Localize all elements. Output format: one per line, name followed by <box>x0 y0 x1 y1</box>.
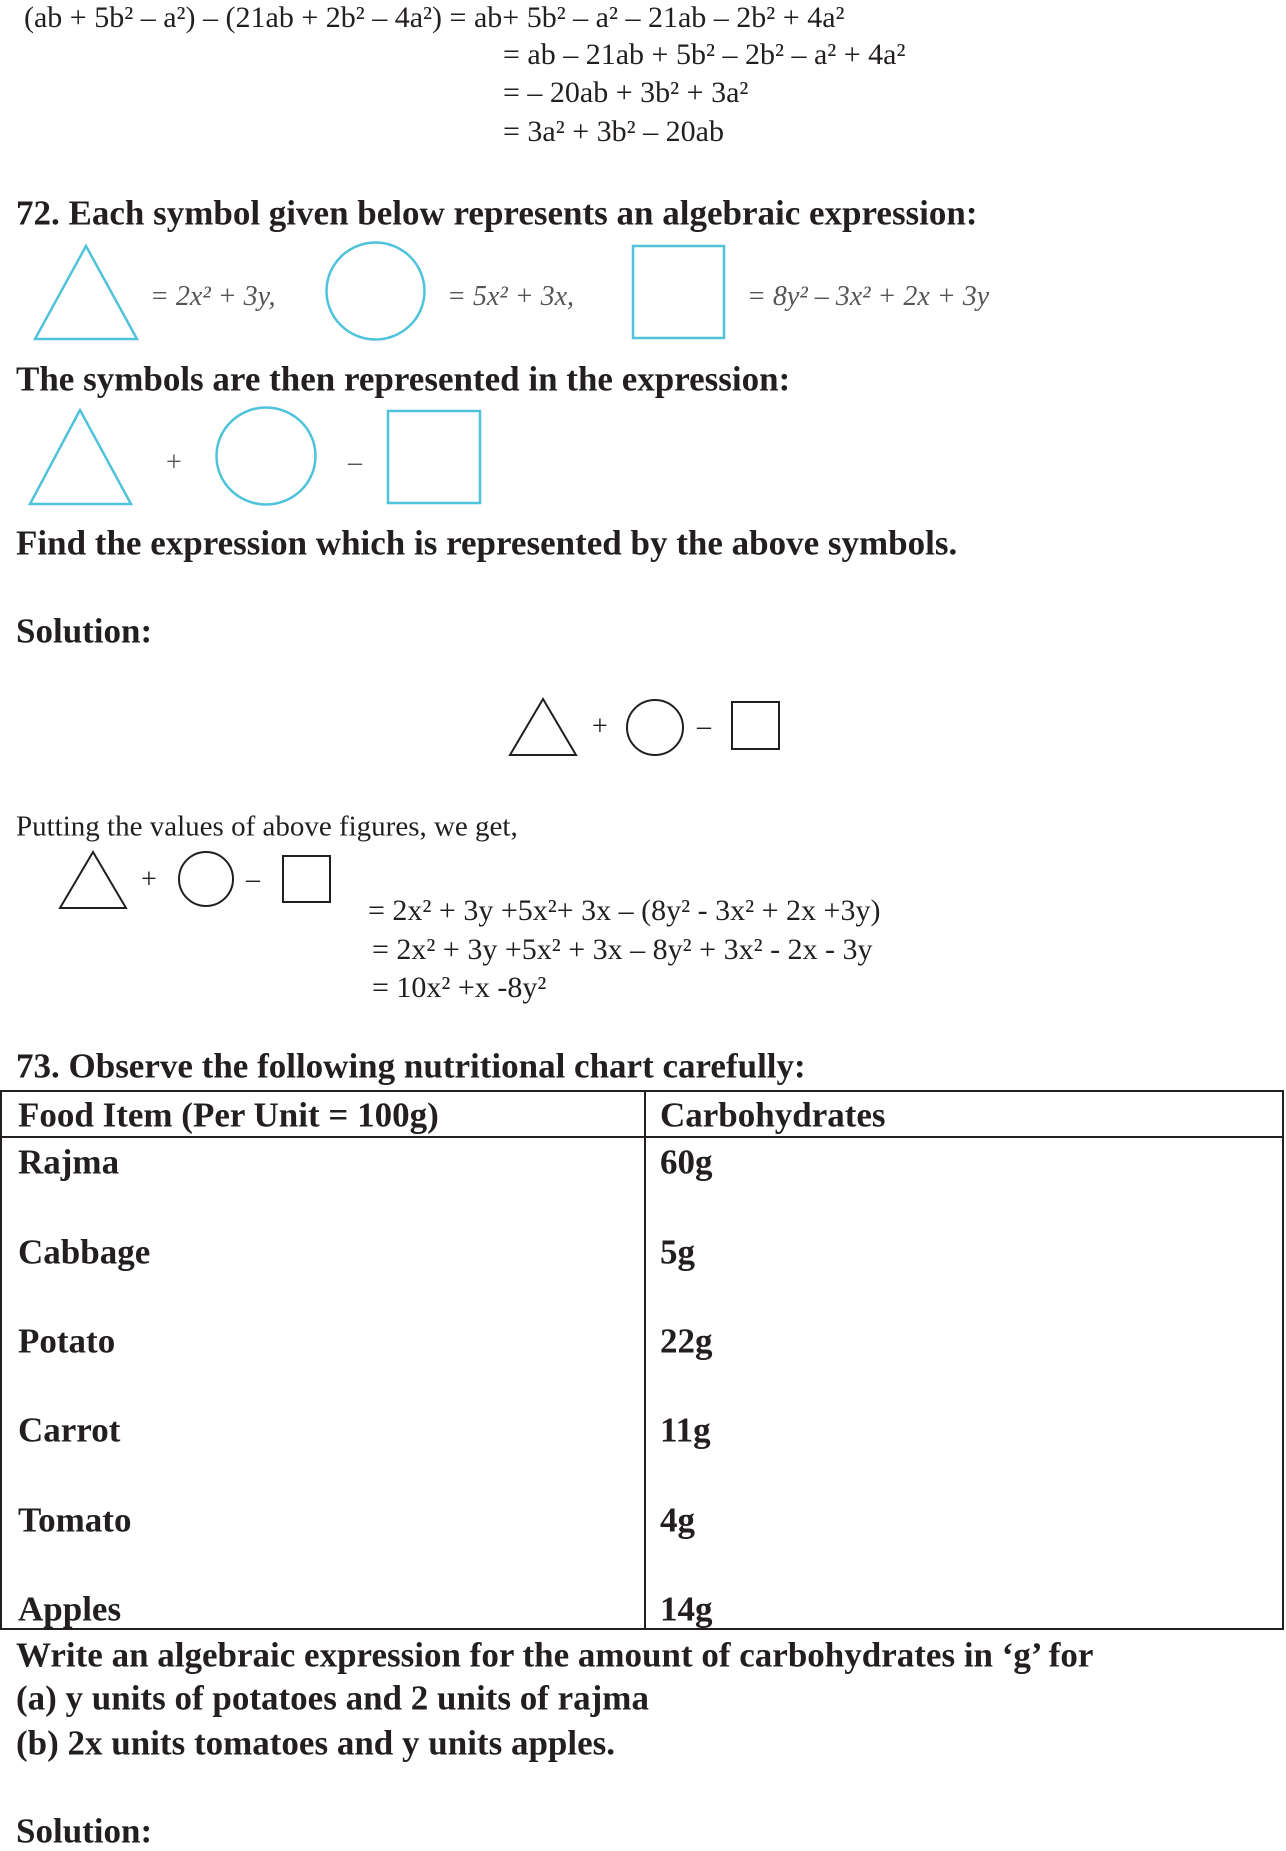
carbohydrates-value: 5g <box>660 1232 695 1272</box>
header-divider <box>2 1136 1282 1138</box>
triangle-icon <box>508 697 578 757</box>
carbohydrates-value: 11g <box>660 1410 711 1450</box>
plus-sign: + <box>166 447 182 478</box>
solution-step: = 2x² + 3y +5x² + 3x – 8y² + 3x² - 2x - 3y <box>372 933 873 966</box>
circle-icon <box>325 241 426 341</box>
circle-icon <box>178 851 234 907</box>
nutrition-table <box>0 1090 1284 1630</box>
equation-line: = ab – 21ab + 5b² – 2b² – a² + 4a² <box>503 38 906 71</box>
solution-step: = 2x² + 3y +5x²+ 3x – (8y² - 3x² + 2x +3y) <box>368 894 881 927</box>
equation-line: = 3a² + 3b² – 20ab <box>503 115 724 148</box>
circle-value: = 5x² + 3x, <box>447 281 575 312</box>
square-icon <box>282 855 331 903</box>
square-icon <box>731 701 780 750</box>
question-text: Write an algebraic expression for the amount of carbohydrates in ‘g’ for <box>16 1635 1094 1675</box>
square-value: = 8y² – 3x² + 2x + 3y <box>747 281 990 312</box>
solution-label: Solution: <box>16 1811 153 1851</box>
question-72-heading: 72. Each symbol given below represents an algebraic expression: <box>16 193 978 233</box>
triangle-icon <box>58 850 128 910</box>
carbohydrates-value: 14g <box>660 1589 713 1629</box>
question-part-a: (a) y units of potatoes and 2 units of rajma <box>16 1678 649 1718</box>
equation-line: (ab + 5b² – a²) – (21ab + 2b² – 4a²) = ab+ 5b² – a² – 21ab – 2b² + 4a² <box>24 1 845 34</box>
solution-label: Solution: <box>16 611 153 651</box>
table-header: Carbohydrates <box>660 1095 886 1135</box>
minus-sign: – <box>697 711 711 742</box>
question-part-b: (b) 2x units tomatoes and y units apples. <box>16 1723 615 1763</box>
circle-icon <box>626 699 684 756</box>
find-text: Find the expression which is represented by the above symbols. <box>16 523 958 563</box>
carbohydrates-value: 22g <box>660 1321 713 1361</box>
triangle-icon <box>28 408 133 506</box>
plus-sign: + <box>141 864 157 895</box>
question-73-heading: 73. Observe the following nutritional chart carefully: <box>16 1046 806 1086</box>
triangle-icon <box>33 244 139 341</box>
food-item: Cabbage <box>18 1232 151 1272</box>
food-item: Carrot <box>18 1410 121 1450</box>
minus-sign: – <box>348 447 362 478</box>
minus-sign: – <box>246 864 260 895</box>
square-icon <box>632 245 725 339</box>
circle-icon <box>215 406 317 506</box>
plus-sign: + <box>592 711 608 742</box>
putting-text: Putting the values of above figures, we get, <box>16 810 518 843</box>
food-item: Tomato <box>18 1500 132 1540</box>
table-header: Food Item (Per Unit = 100g) <box>18 1095 439 1135</box>
equation-line: = – 20ab + 3b² + 3a² <box>503 76 749 109</box>
food-item: Rajma <box>18 1142 120 1182</box>
carbohydrates-value: 4g <box>660 1500 695 1540</box>
food-item: Potato <box>18 1321 116 1361</box>
represented-text: The symbols are then represented in the expression: <box>16 359 791 399</box>
square-icon <box>387 410 481 504</box>
column-divider <box>644 1092 646 1628</box>
triangle-value: = 2x² + 3y, <box>150 281 276 312</box>
food-item: Apples <box>18 1589 122 1629</box>
solution-step: = 10x² +x -8y² <box>372 971 547 1004</box>
carbohydrates-value: 60g <box>660 1142 713 1182</box>
